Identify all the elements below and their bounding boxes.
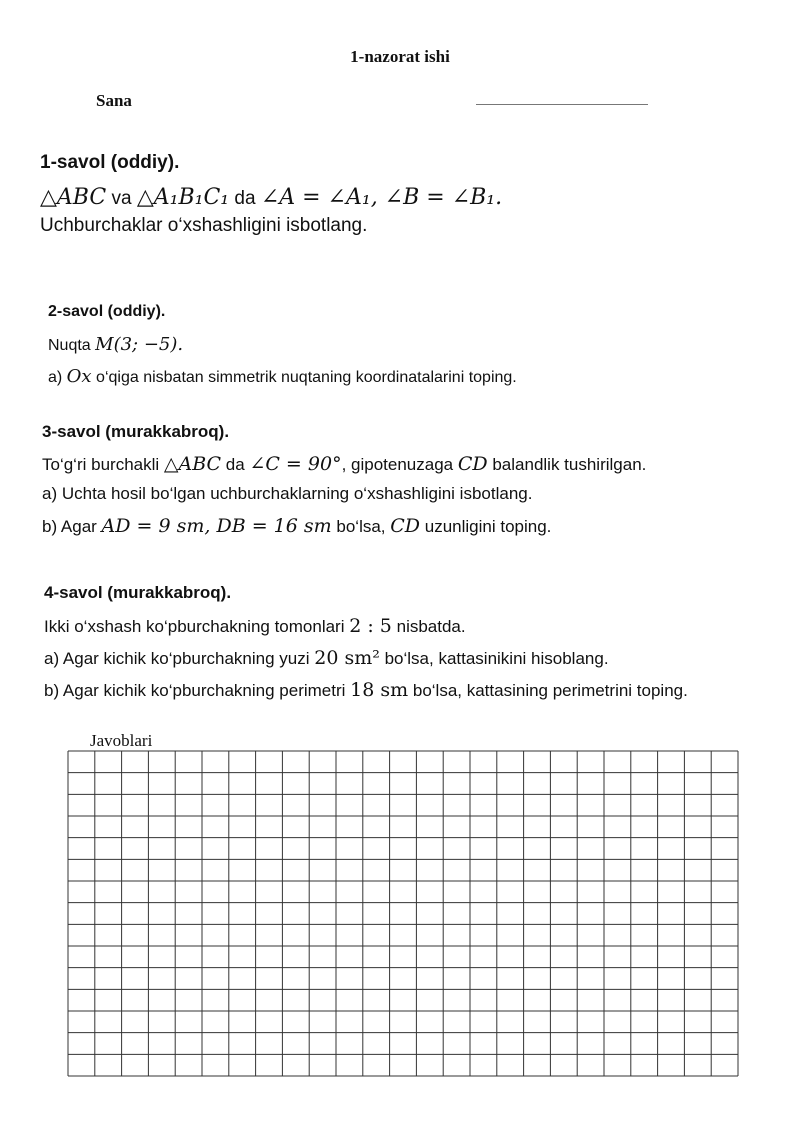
- question-4-task-a: [44, 647, 688, 679]
- task-a-text: o‘qiga nisbatan simmetrik nuqtaning koordinatalarini toping.: [91, 369, 517, 386]
- point-label: Nuqta: [48, 337, 96, 354]
- q3b-text-2: bo‘lsa,: [331, 517, 391, 536]
- question-4-task-b: [44, 679, 688, 711]
- answer-grid[interactable]: [67, 750, 739, 1077]
- date-label: Sana: [96, 91, 132, 110]
- q4a-text-2: bo‘lsa, kattasinikini hisoblang.: [379, 649, 609, 668]
- question-2-heading: 2-savol (oddiy).: [48, 303, 166, 320]
- question-3-condition: [42, 453, 646, 484]
- q4a-text-1: a) Agar kichik ko‘pburchakning yuzi: [44, 649, 315, 668]
- q3b-text-1: b) Agar: [42, 517, 102, 536]
- question-2-task-a: [48, 366, 517, 398]
- q3-text-3: , gipotenuzaga: [341, 455, 458, 474]
- q3-text-4: balandlik tushirilgan.: [487, 455, 647, 474]
- word-va: va: [106, 187, 137, 209]
- page-title: 1-nazorat ishi: [350, 47, 450, 66]
- question-1-task: Uchburchaklar o‘xshashligini isbotlang.: [40, 214, 368, 236]
- axis-ox: Ox: [66, 366, 92, 387]
- word-da: da: [229, 187, 261, 209]
- q4-text-1: Ikki o‘xshash ko‘pburchakning tomonlari: [44, 617, 350, 636]
- question-1: [40, 152, 502, 238]
- q3b-text-3: uzunligini toping.: [420, 517, 552, 536]
- segment-cd: CD: [457, 453, 488, 475]
- segment-cd: CD: [390, 515, 421, 537]
- triangle-abc: △ABC: [163, 453, 222, 475]
- question-3-heading: 3-savol (murakkabroq).: [42, 422, 230, 441]
- ratio: 2 : 5: [349, 615, 392, 637]
- q3-text-1: To‘g‘ri burchakli: [42, 455, 164, 474]
- answers-label: Javoblari: [90, 731, 153, 750]
- question-4: [44, 583, 688, 711]
- question-1-heading: 1-savol (oddiy).: [40, 152, 180, 173]
- task-a-prefix: a): [48, 369, 67, 386]
- area-value: 20 sm²: [314, 647, 380, 669]
- question-3: [42, 422, 646, 546]
- q3-text-2: da: [221, 455, 250, 474]
- question-3-task-b: [42, 515, 646, 546]
- date-blank-line: [476, 104, 648, 105]
- point-m: M(3; −5).: [95, 334, 184, 355]
- question-2-point: [48, 334, 517, 366]
- q4b-text-1: b) Agar kichik ko‘pburchakning perimetri: [44, 681, 351, 700]
- question-4-condition: [44, 615, 688, 647]
- angle-conditions: ∠A = ∠A₁, ∠B = ∠B₁.: [260, 184, 503, 210]
- perimeter-value: 18 sm: [350, 679, 409, 701]
- angle-c: ∠C = 90°: [249, 453, 342, 475]
- triangle-a1b1c1: △A₁B₁C₁: [136, 184, 230, 210]
- question-2: [48, 302, 517, 398]
- question-1-condition: [40, 185, 502, 215]
- triangle-abc: △ABC: [40, 184, 107, 210]
- q4-text-2: nisbatda.: [391, 617, 466, 636]
- given-lengths: AD = 9 sm, DB = 16 sm: [101, 515, 332, 537]
- q4b-text-2: bo‘lsa, kattasining perimetrini toping.: [408, 681, 688, 700]
- question-3-task-a: a) Uchta hosil bo‘lgan uchburchaklarning o‘xshashligini isbotlang.: [42, 484, 533, 503]
- question-4-heading: 4-savol (murakkabroq).: [44, 583, 232, 602]
